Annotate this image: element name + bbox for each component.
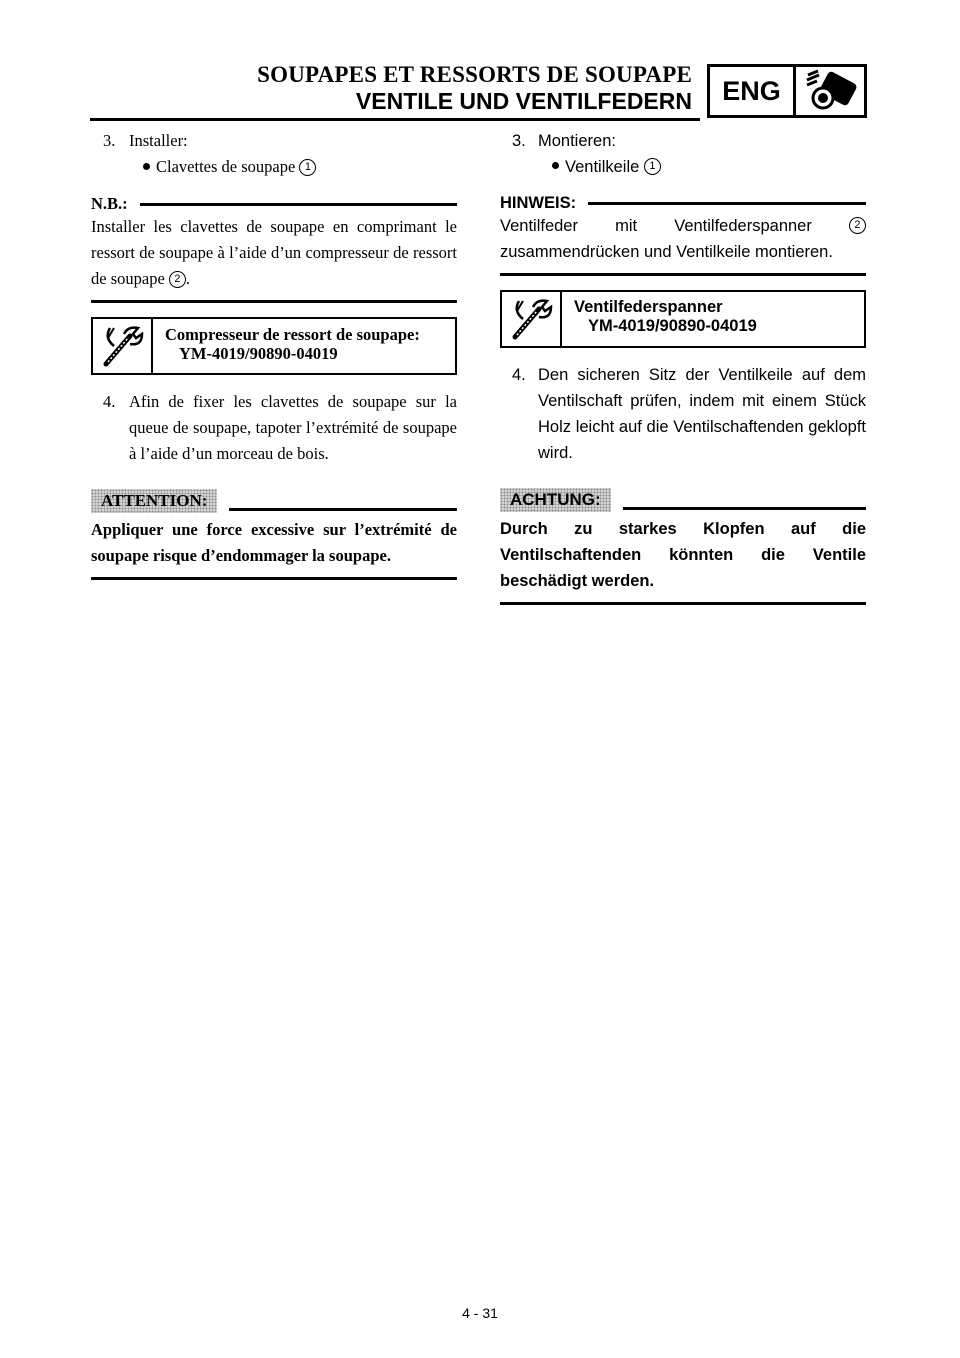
note-rule — [140, 203, 457, 206]
note-header — [91, 194, 457, 214]
step-number: 3. — [512, 132, 526, 150]
caution-header — [500, 488, 866, 512]
page-number: 4 - 31 — [462, 1305, 498, 1321]
list-item — [91, 154, 457, 180]
engine-piston-icon — [796, 67, 864, 115]
callout-ref: 2 — [169, 271, 186, 288]
callout-ref: 2 — [849, 217, 866, 234]
note-end-rule — [91, 300, 457, 303]
note-text-part: . — [185, 269, 191, 288]
page-title-french: SOUPAPES ET RESSORTS DE SOUPAPE — [257, 62, 692, 87]
caution-text: Appliquer une force excessive sur l’extrémité de soupape risque d’endommager la soupape. — [91, 520, 457, 565]
note-text — [500, 213, 866, 265]
bullet-icon — [143, 163, 150, 170]
caution-end-rule — [500, 602, 866, 605]
step-number: 4. — [103, 392, 116, 411]
note-text — [91, 214, 457, 292]
step-3 — [500, 128, 866, 154]
note-label: N.B.: — [91, 194, 128, 213]
bullet-icon — [552, 162, 559, 169]
step-4 — [91, 389, 457, 467]
note-text-part: zusammendrücken und Ventilkeile montieren. — [500, 243, 833, 261]
list-item-text: Clavettes de soupape — [156, 157, 296, 176]
tool-name: Compresseur de ressort de soupape: — [165, 325, 420, 344]
caution-end-rule — [91, 577, 457, 580]
note-text-part: Ventilfeder mit Ventilfederspanner — [500, 217, 812, 235]
callout-ref: 1 — [644, 158, 661, 175]
tool-name: Ventilfederspanner — [574, 298, 723, 316]
french-column — [91, 128, 457, 580]
note-text-part: Installer les clavettes de soupape en comprimant le ressort de soupape à l’aide d’un compresseur de ressort de soupape — [91, 217, 457, 288]
tool-text — [153, 319, 420, 373]
wrench-tool-icon — [93, 319, 153, 373]
special-tool-box — [91, 317, 457, 375]
note-header — [500, 194, 866, 213]
tool-number: YM-4019/90890-04019 — [179, 344, 338, 363]
step-text: Den sicheren Sitz der Ventilkeile auf dem Ventilschaft prüfen, indem mit einem Stück Holz leicht auf die Ventilschaftenden geklopft wird. — [538, 366, 866, 462]
special-tool-box — [500, 290, 866, 348]
german-column — [500, 128, 866, 605]
step-text: Installer: — [129, 131, 188, 150]
page-title-german: VENTILE UND VENTILFEDERN — [355, 88, 692, 114]
tool-text — [562, 292, 757, 346]
step-number: 4. — [512, 366, 526, 384]
caution-label: ACHTUNG: — [500, 488, 611, 512]
step-number: 3. — [103, 131, 116, 150]
step-text: Afin de fixer les clavettes de soupape sur la queue de soupape, tapoter l’extrémité de soupape à l’aide d’un morceau de bois. — [129, 392, 457, 463]
wrench-tool-icon — [502, 292, 562, 346]
caution-rule — [229, 508, 457, 511]
section-badge — [707, 64, 867, 118]
caution-header — [91, 489, 457, 513]
caution-label: ATTENTION: — [91, 489, 217, 513]
header-rule — [90, 118, 700, 121]
list-item-text: Ventilkeile — [565, 158, 640, 176]
step-text: Montieren: — [538, 132, 616, 150]
step-3 — [91, 128, 457, 154]
caution-rule — [623, 507, 866, 510]
step-4 — [500, 362, 866, 466]
note-label: HINWEIS: — [500, 194, 577, 212]
note-rule — [588, 202, 866, 205]
caution-text: Durch zu starkes Klopfen auf die Ventilschaftenden könnten die Ventile beschädigt werden. — [500, 520, 866, 590]
section-badge-label: ENG — [710, 67, 796, 115]
tool-number: YM-4019/90890-04019 — [588, 317, 757, 335]
note-end-rule — [500, 273, 866, 276]
list-item — [500, 154, 866, 180]
callout-ref: 1 — [299, 159, 316, 176]
